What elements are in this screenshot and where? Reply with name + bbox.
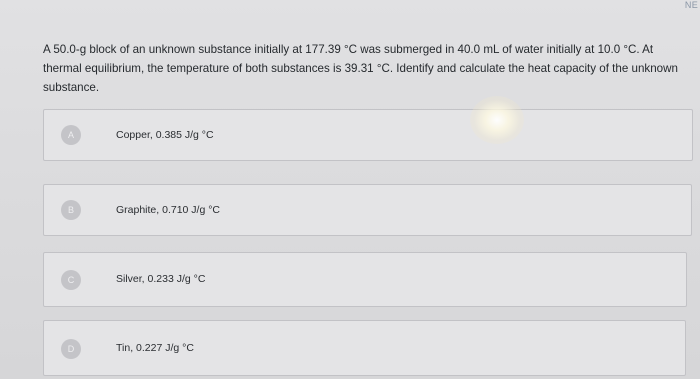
answer-option-c[interactable]	[43, 252, 687, 307]
option-letter-c: C	[61, 270, 81, 290]
option-text-d: Tin, 0.227 J/g °C	[116, 342, 194, 354]
answer-option-a[interactable]	[43, 109, 693, 161]
option-letter-d: D	[61, 339, 81, 359]
option-text-c: Silver, 0.233 J/g °C	[116, 273, 206, 285]
option-text-b: Graphite, 0.710 J/g °C	[116, 204, 221, 216]
option-text-a: Copper, 0.385 J/g °C	[116, 129, 214, 141]
option-letter-a: A	[61, 125, 81, 145]
option-letter-b: B	[61, 200, 81, 220]
question-text: A 50.0-g block of an unknown substance initially at 177.39 °C was submerged in 40.0 mL of water initially at 10.0 °C. At thermal equilibrium, the temperature of both substances is 39.31 °C. Identify and calculate the heat capacity of the unknown substance.	[43, 43, 678, 94]
answer-option-b[interactable]	[43, 184, 692, 236]
answer-option-d[interactable]	[43, 320, 686, 376]
corner-tag: NE	[684, 0, 698, 10]
